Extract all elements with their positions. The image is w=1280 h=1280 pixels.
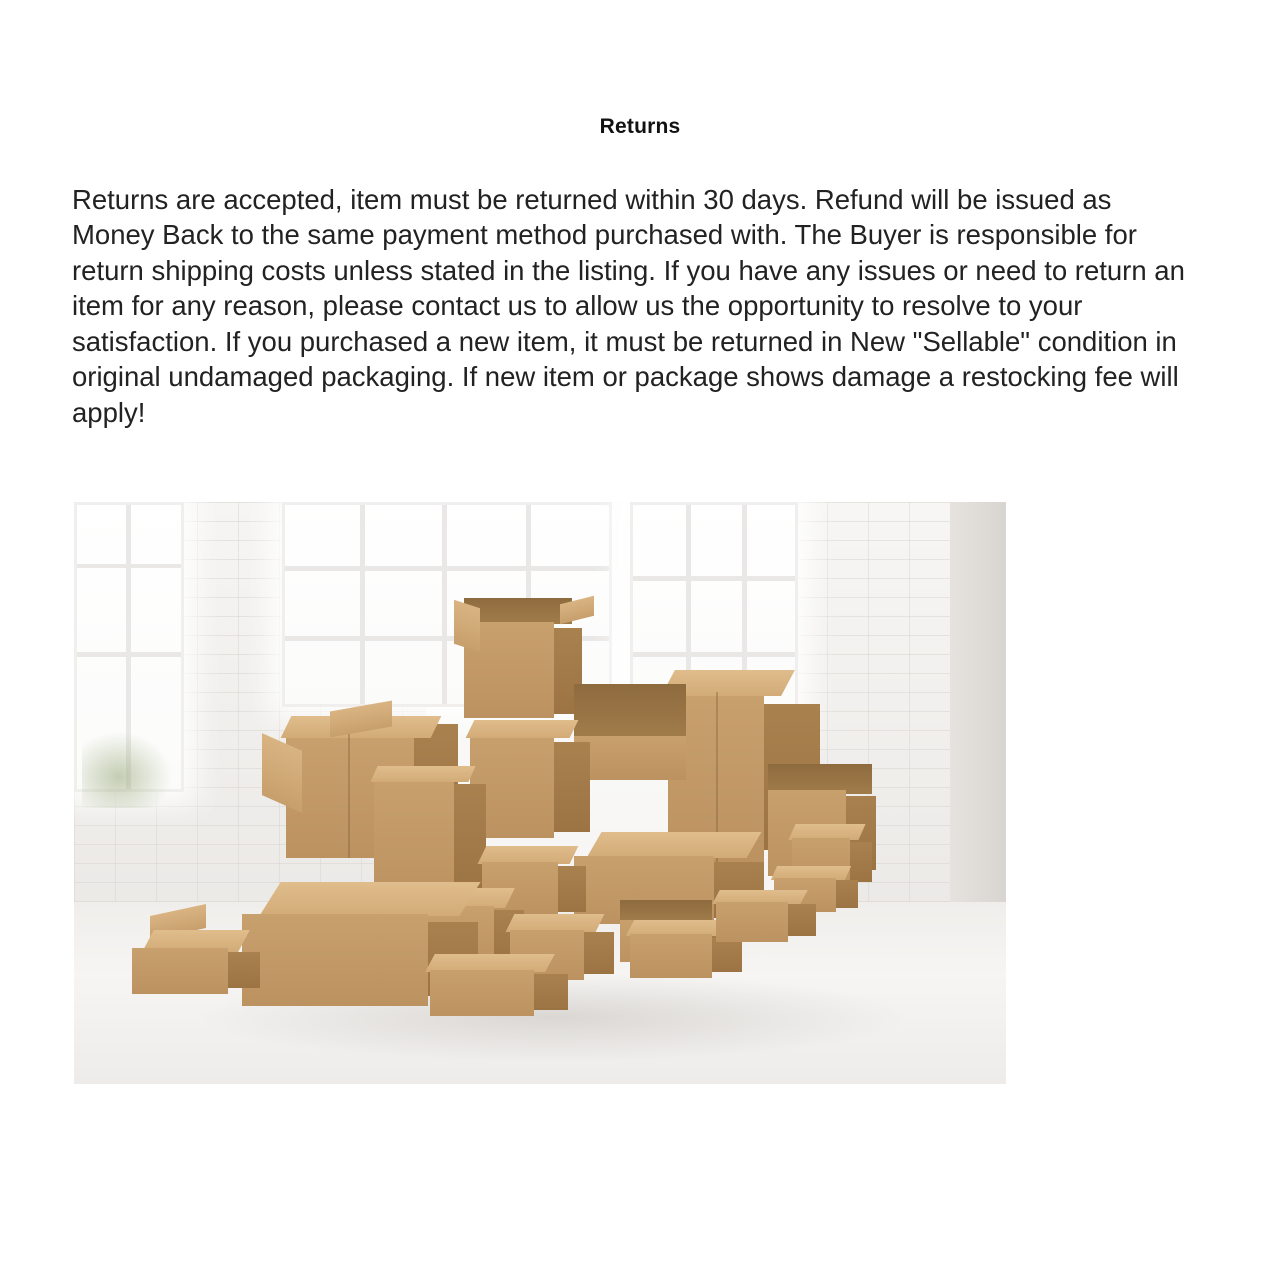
window-foliage (82, 730, 174, 808)
carton-open-top (454, 598, 582, 718)
carton-floor-right-b (716, 890, 816, 942)
boxes-photo (74, 502, 1006, 1084)
carton-open-center-dark (574, 684, 686, 780)
carton-mid-upper (470, 720, 590, 838)
page-title: Returns (599, 115, 681, 138)
carton-floor-left-open (132, 910, 260, 994)
returns-policy-text: Returns are accepted, item must be returned within 30 days. Refund will be issued as Money Back to the same payment method purchased with. The Buyer is responsible for return shipping costs unless stated in the listing. If you have any issues or need to return an item for any reason, please contact us to allow us the opportunity to resolve to your satisfaction. If you purchased a new item, it must be returned in New "Sellable" condition in original undamaged packaging. If new item or package shows damage a restocking fee will apply! (72, 184, 1193, 428)
carton-floor-center (430, 954, 568, 1016)
